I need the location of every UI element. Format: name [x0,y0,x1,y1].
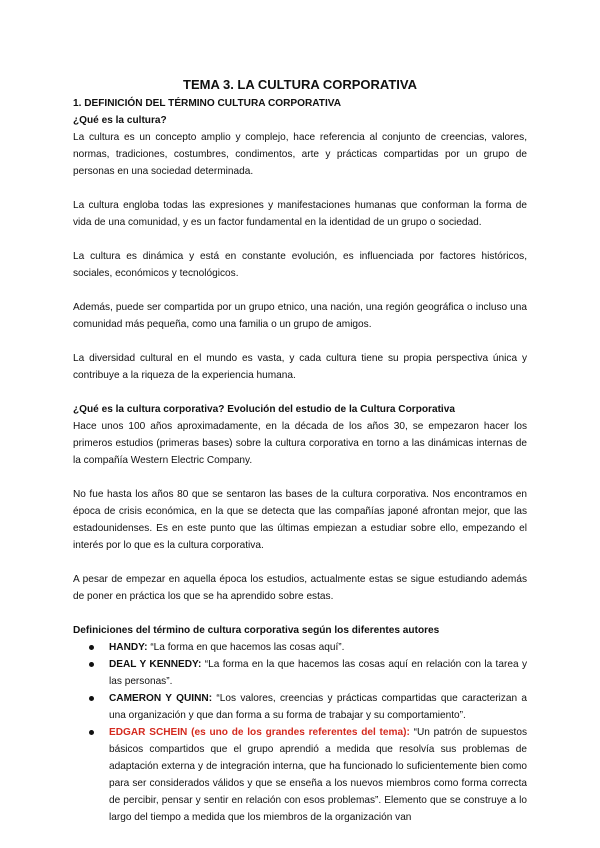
bullet-icon [89,696,94,701]
author-name: CAMERON Y QUINN: [109,693,213,704]
list-item [73,656,527,690]
bullet-icon [89,662,94,667]
author-name-highlighted: EDGAR SCHEIN (es uno de los grandes referentes del tema): [109,727,410,738]
author-name: DEAL Y KENNEDY: [109,659,202,670]
list-item [73,690,527,724]
author-quote: “Un patrón de supuestos básicos compartidos que el grupo aprendió a medida que resolvía sus problemas de adaptación externa y de integración interna, que ha funcionado lo suficientemente bien como para ser considerados válidos y que se enseña a los nuevos miembros como forma correcta de percibir, pensar y sentir en relación con esos problemas”. Elemento que se construye a lo largo del tiempo a medida que los miembros de la organización van [109,727,527,823]
paragraph: No fue hasta los años 80 que se sentaron las bases de la cultura corporativa. Nos encontramos en época de crisis económica, en la que se detecta que las compañías japoné afrontan mejor, que las estadounidenses. Es en este punto que las últimas empiezan a estudiar sobre ello, empezando el interés por lo que es la cultura corporativa. [73,489,527,551]
author-quote: “La forma en que hacemos las cosas aquí”. [147,642,345,653]
page-title: TEMA 3. LA CULTURA CORPORATIVA [183,77,417,92]
list-item [73,724,527,826]
author-quote: “La forma en la que hacemos las cosas aquí en relación con la tarea y las personas”. [109,659,527,687]
bullet-icon [89,730,94,735]
paragraph: La diversidad cultural en el mundo es vasta, y cada cultura tiene su propia perspectiva única y contribuye a la riqueza de la experiencia humana. [73,353,527,381]
section-heading: 1. DEFINICIÓN DEL TÉRMINO CULTURA CORPORATIVA [73,98,342,109]
paragraph: La cultura es un concepto amplio y complejo, hace referencia al conjunto de creencias, valores, normas, tradiciones, costumbres, condimentos, arte y prácticas compartidas por un grupo de personas en una sociedad determinada. [73,132,527,177]
authors-list [73,639,527,826]
paragraph: Hace unos 100 años aproximadamente, en la década de los años 30, se empezaron hacer los primeros estudios (primeras bases) sobre la cultura corporativa en torno a las dinámicas internas de la compañía Western Electric Company. [73,421,527,466]
author-quote: “Los valores, creencias y prácticas compartidas que caracterizan a una organización y que dan forma a su forma de trabajar y su comportamiento”. [109,693,528,721]
paragraph: La cultura engloba todas las expresiones y manifestaciones humanas que conforman la forma de vida de una comunidad, y es un factor fundamental en la identidad de un grupo o sociedad. [73,200,527,228]
author-name: HANDY: [109,642,148,653]
subheading: ¿Qué es la cultura? [73,115,167,126]
subheading: ¿Qué es la cultura corporativa? Evolución del estudio de la Cultura Corporativa [73,404,455,415]
subheading: Definiciones del término de cultura corporativa según los diferentes autores [73,625,440,636]
paragraph: Además, puede ser compartida por un grupo etnico, una nación, una región geográfica o incluso una comunidad más pequeña, como una familia o un grupo de amigos. [73,302,527,330]
list-item [73,639,527,656]
bullet-icon [89,645,94,650]
paragraph: A pesar de empezar en aquella época los estudios, actualmente estas se sigue estudiando además de poner en práctica los que se ha aprendido sobre estas. [73,574,527,602]
paragraph: La cultura es dinámica y está en constante evolución, es influenciada por factores históricos, sociales, económicos y tecnológicos. [73,251,527,279]
